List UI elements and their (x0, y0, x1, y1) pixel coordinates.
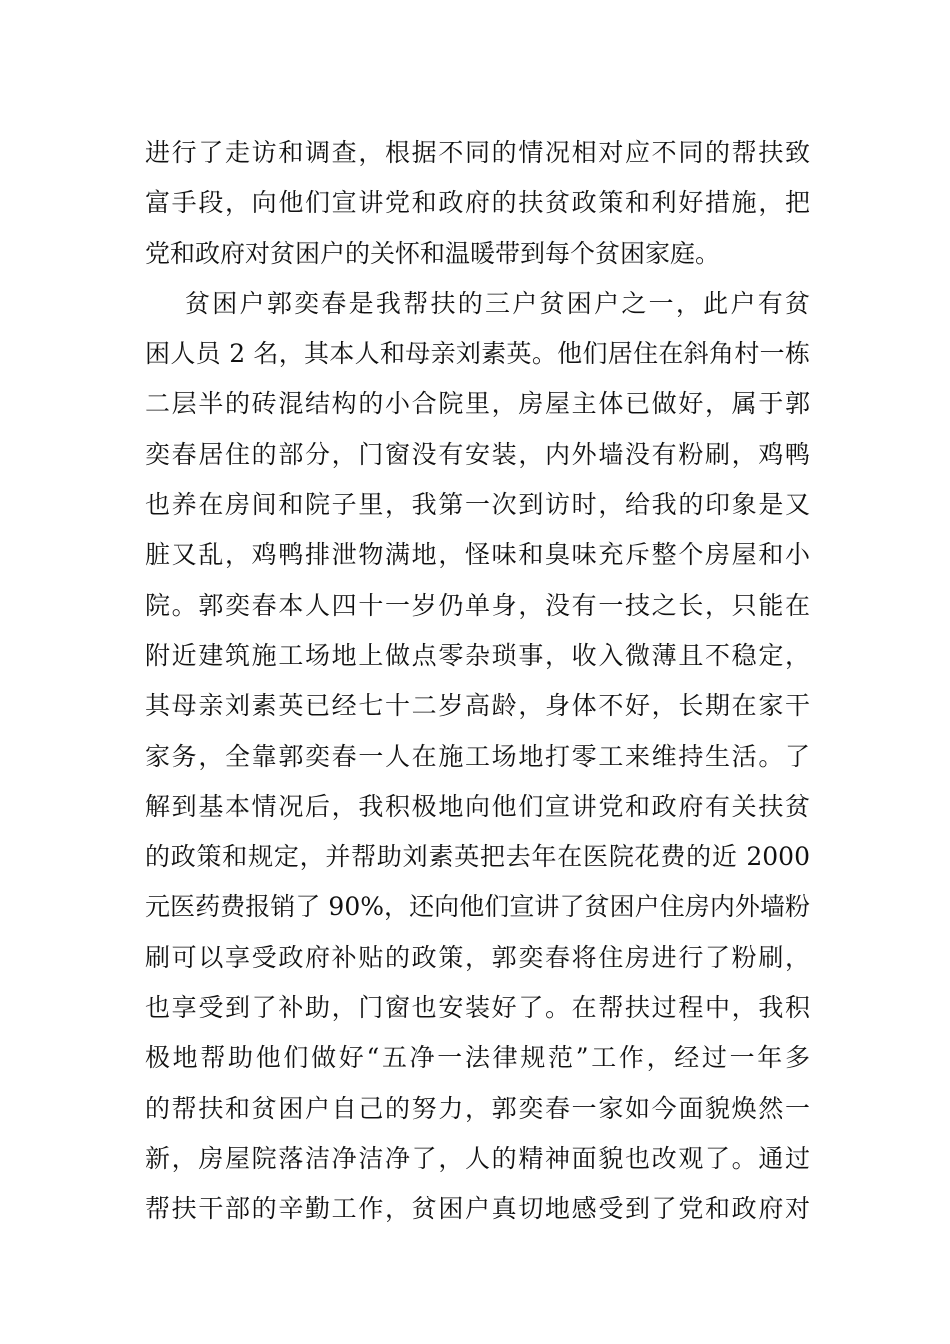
text-line: 奕春居住的部分，门窗没有安装，内外墙没有粉刷，鸡鸭 (145, 439, 810, 469)
text-line: 的政策和规定，并帮助刘素英把去年在医院花费的近 2000 (145, 842, 810, 872)
paragraph-start-line: 贫困户郭奕春是我帮扶的三户贫困户之一，此户有贫 (185, 288, 810, 318)
text-line: 院。郭奕春本人四十一岁仍单身，没有一技之长，只能在 (145, 590, 810, 620)
text-line: 刷可以享受政府补贴的政策，郭奕春将住房进行了粉刷， (145, 942, 810, 972)
text-line: 极地帮助他们做好“五净一法律规范”工作，经过一年多 (145, 1043, 810, 1073)
text-line: 新，房屋院落洁净洁净了，人的精神面貌也改观了。通过 (145, 1143, 810, 1173)
text-line: 党和政府对贫困户的关怀和温暖带到每个贫困家庭。 (145, 238, 721, 268)
text-line: 二层半的砖混结构的小合院里，房屋主体已做好，属于郭 (145, 389, 810, 419)
text-line: 解到基本情况后，我积极地向他们宣讲党和政府有关扶贫 (145, 791, 810, 821)
text-line: 也养在房间和院子里，我第一次到访时，给我的印象是又 (145, 490, 810, 520)
text-line: 其母亲刘素英已经七十二岁高龄，身体不好，长期在家干 (145, 691, 810, 721)
text-line: 脏又乱，鸡鸭排泄物满地，怪味和臭味充斥整个房屋和小 (145, 540, 810, 570)
text-line: 帮扶干部的辛勤工作，贫困户真切地感受到了党和政府对 (145, 1194, 810, 1224)
text-line: 的帮扶和贫困户自己的努力，郭奕春一家如今面貌焕然一 (145, 1093, 810, 1123)
text-line: 富手段，向他们宣讲党和政府的扶贫政策和利好措施，把 (145, 188, 810, 218)
text-line: 也享受到了补助，门窗也安装好了。在帮扶过程中，我积 (145, 993, 810, 1023)
body-text (145, 128, 810, 1235)
text-line: 元医药费报销了 90%，还向他们宣讲了贫困户住房内外墙粉 (145, 892, 810, 922)
text-line: 困人员 2 名，其本人和母亲刘素英。他们居住在斜角村一栋 (145, 339, 810, 369)
text-line: 附近建筑施工场地上做点零杂琐事，收入微薄且不稳定， (145, 640, 810, 670)
text-line: 进行了走访和调查，根据不同的情况相对应不同的帮扶致 (145, 138, 810, 167)
text-line: 家务，全靠郭奕春一人在施工场地打零工来维持生活。了 (145, 741, 810, 771)
